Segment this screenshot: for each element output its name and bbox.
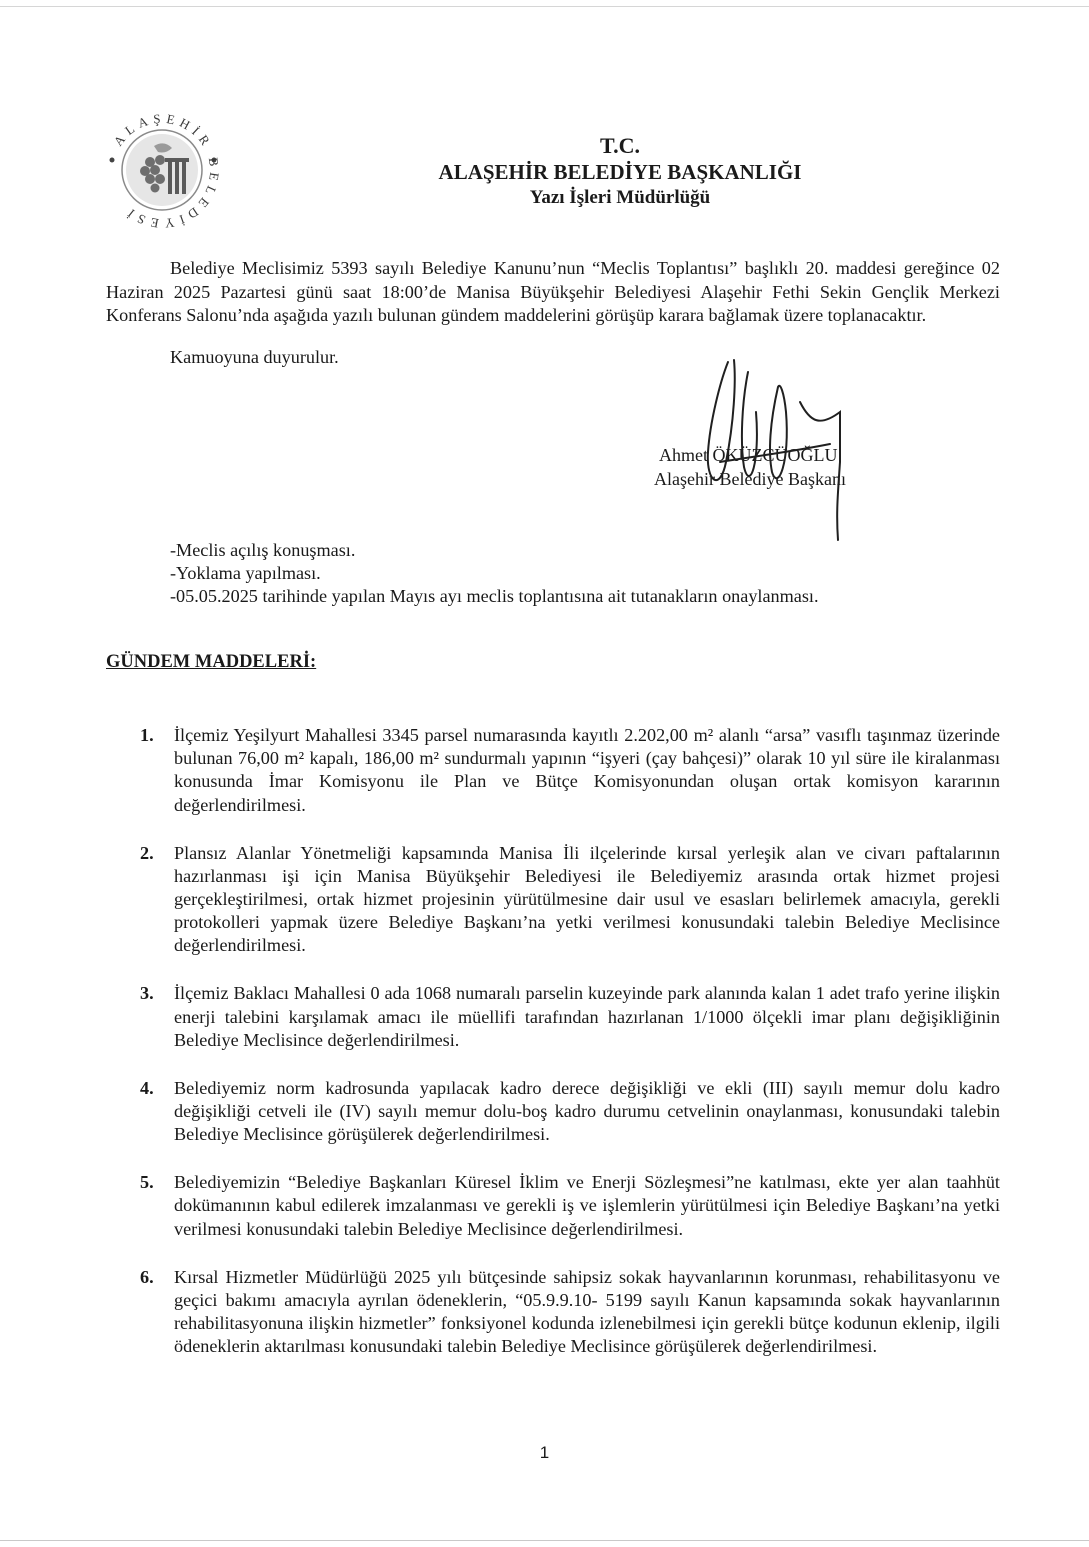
handwritten-signature (690, 352, 860, 542)
header-department: Yazı İşleri Müdürlüğü (529, 187, 711, 208)
agenda-item-number: 2. (140, 842, 154, 863)
page-number: 1 (539, 1443, 550, 1462)
agenda-item (106, 842, 1000, 958)
opening-item: -05.05.2025 tarihinde yapılan Mayıs ayı meclis toplantısına ait tutanakların onaylanması. (170, 586, 819, 606)
municipality-seal-logo (92, 100, 232, 240)
intro-text: Belediye Meclisimiz 5393 sayılı Belediye Kanunu’nun “Meclis Toplantısı” başlıklı 20. maddesi gereğince 02 Haziran 2025 Pazartesi günü saat 18:00’de Manisa Büyükşehir Belediyesi Alaşehir Fethi Sekin Gençlik Merkezi Konferans Salonu’nda aşağıda yazılı bulunan gündem maddelerini görüşüp karara bağlamak üzere toplanacaktır. (106, 258, 1000, 326)
agenda-item (106, 1266, 1000, 1359)
agenda-item-text: Belediyemizin “Belediye Başkanları Küresel İklim ve Enerji Sözleşmesi”ne katılması, ekte yer alan taahhüt dokümanının kabul edilerek imzalanması ve gerekli iş ve işlemlerin yürütülmesi için Belediye Başkanı’na yetki verilmesi konusundaki talebin Belediye Meclisince değerlendirilmesi. (174, 1172, 1000, 1239)
agenda-item-number: 1. (140, 725, 154, 745)
agenda-item-text: Kırsal Hizmetler Müdürlüğü 2025 yılı bütçesinde sahipsiz sokak hayvanlarının korunması, rehabilitasyonu ve geçici bakımı amacıyla ayrılan ödeneklerin, “05.9.9.10- 5199 sayılı Kanun kapsamında sokak hayvanlarının rehabilitasyonuna ilişkin hizmetler” fonksiyonel kodunda izlenebilmesi için gerekli bütçe kodunun eklenip, ilgili ödeneklerin aktarılması konusundaki talebin Belediye Meclisince görüşülerek değerlendirilmesi. (174, 1266, 1000, 1357)
opening-item: -Yoklama yapılması. (170, 563, 321, 583)
announcement-line: Kamuoyuna duyurulur. (170, 347, 339, 367)
signer-title: Alaşehir Belediye Başkanı (654, 469, 846, 489)
agenda-item-number: 5. (140, 1172, 154, 1193)
document-header (400, 133, 840, 211)
agenda-item-text: Belediyemiz norm kadrosunda yapılacak kadro derece değişikliği ve ekli (III) sayılı memur dolu kadro değişikliği cetveli ile (IV) sayılı memur dolu-boş kadro durumu cetvelinin onaylanması, konusundaki talebin Belediye Meclisince görüşülerek değerlendirilmesi. (174, 1077, 1000, 1145)
agenda-item-number: 6. (140, 1266, 154, 1287)
header-institution: ALAŞEHİR BELEDİYE BAŞKANLIĞI (438, 160, 802, 184)
agenda-item-text: İlçemiz Baklacı Mahallesi 0 ada 1068 numaralı parselin kuzeyinde park alanında kalan 1 adet trafo yerine ilişkin enerji talebini karşılamak amacı ile müellifi tarafından hazırlanan 1/1000 ölçekli imar planı değişikliğinin Belediye Meclisince değerlendirilmesi. (174, 983, 1000, 1050)
header-tc: T.C. (600, 133, 640, 158)
signer-name: Ahmet ÖKÜZCÜOĞLU (659, 445, 838, 465)
opening-list (170, 539, 819, 608)
seal-ring-text: ALAŞEHİR BELEDİYESİ (110, 110, 223, 232)
agenda-item-number: 4. (140, 1077, 154, 1098)
agenda-title: GÜNDEM MADDELERİ: (106, 652, 317, 672)
opening-item: -Meclis açılış konuşması. (170, 540, 356, 560)
agenda-item (106, 1077, 1000, 1147)
agenda-item-text: Plansız Alanlar Yönetmeliği kapsamında Manisa İli ilçelerinde kırsal yerleşik alan ve civarı paftalarının hazırlanması işi için Manisa Büyükşehir Belediyesi ile Belediyemiz arasında ortak hizmet projesi gerçekleştirilmesi, ortak hizmet projesinin yürütülmesine dair usul ve esasları belirlemek amacıyla, gerekli protokolleri yapmak üzere Belediye Başkanı’na yetki verilmesi konusundaki talebin Belediye Meclisince değerlendirilmesi. (174, 842, 1000, 956)
agenda-item (106, 982, 1000, 1052)
agenda-item (106, 1171, 1000, 1241)
agenda-item-number: 3. (140, 983, 154, 1004)
agenda-item (106, 724, 1000, 817)
scan-bottom-edge (0, 1540, 1089, 1541)
agenda-item-text: İlçemiz Yeşilyurt Mahallesi 3345 parsel numarasında kayıtlı 2.202,00 m² alanlı “arsa” vasıflı taşınmaz üzerinde bulunan 76,00 m² kapalı, 186,00 m² sundurmalı yapının “işyeri (çay bahçesi)” olarak 10 yıl süre ile kiralanması konusunda İmar Komisyonu ile Plan ve Bütçe Komisyonundan oluşan ortak komisyon kararının değerlendirilmesi. (174, 725, 1000, 815)
agenda-items (106, 724, 1000, 1383)
scan-top-edge (0, 6, 1089, 7)
intro-paragraph (106, 257, 1000, 328)
